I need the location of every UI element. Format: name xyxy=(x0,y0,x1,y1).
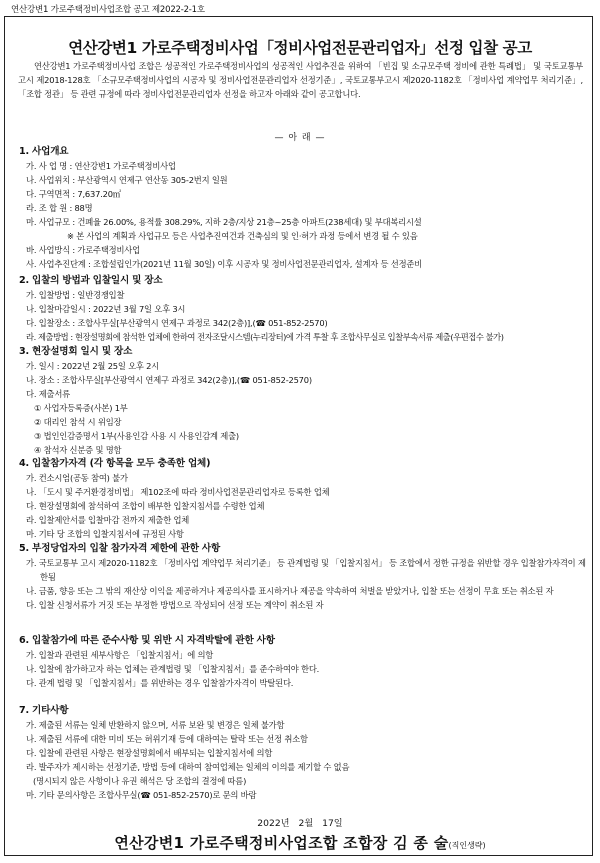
section-site-briefing xyxy=(19,345,586,457)
list-item: 가. 사 업 명 : 연산강변1 가로주택정비사업 xyxy=(26,161,176,171)
section-eligibility xyxy=(19,457,586,541)
list-item: 나. 금품, 향응 또는 그 밖의 재산상 이익을 제공하거나 제공의사를 표시하거나 제공을 약속하여 처벌을 받았거나, 입찰 또는 선정이 무효 또는 취소된 자 xyxy=(26,586,554,596)
list-item: 라. 입찰제안서를 입찰마감 전까지 제출한 업체 xyxy=(26,515,190,525)
list-item: 사. 사업추진단계 : 조합설립인가(2021년 11월 30일) 이후 시공자 및 정비사업전문관리업자, 설계자 등 선정준비 xyxy=(26,259,423,269)
notice-number: 연산강변1 가로주택정비사업조합 공고 제2022-2-1호 xyxy=(11,5,205,15)
list-item: 가. 컨소시엄(공동 참여) 불가 xyxy=(26,473,128,483)
section-title: 7. 기타사항 xyxy=(19,705,69,716)
section-title: 3. 현장설명회 일시 및 장소 xyxy=(19,346,133,357)
section-title: 6. 입찰참가에 따른 준수사항 및 위반 시 자격박탈에 관한 사항 xyxy=(19,635,275,646)
list-item: 마. 기타 문의사항은 조합사무실(☎ 051-852-2570)로 문의 바람 xyxy=(26,790,257,800)
list-item: 가. 입찰방법 : 일반경쟁입찰 xyxy=(26,290,125,300)
list-item: 다. 관계 법령 및 「입찰지침서」를 위반하는 경우 입찰참가자격이 박탈된다. xyxy=(26,678,294,688)
list-item: 나. 「도시 및 주거환경정비법」 제102조에 따라 정비사업전문관리업자로 등록한 업체 xyxy=(26,487,330,497)
section-title: 1. 사업개요 xyxy=(19,146,69,157)
document-title: 연산강변1 가로주택정비사업「정비사업전문관리업자」선정 입찰 공고 xyxy=(68,39,532,57)
list-item: 다. 현장설명회에 참석하여 조합이 배부한 입찰지침서를 수령한 업체 xyxy=(26,501,265,511)
list-item: 바. 사업방식 : 가로주택정비사업 xyxy=(26,245,140,255)
list-item: 라. 발주자가 제시하는 선정기준, 방법 등에 대하여 참여업체는 일체의 이의를 제기할 수 없음 xyxy=(26,762,350,772)
list-item: 다. 제출서류 xyxy=(26,389,70,399)
list-item: ③ 법인인감증명서 1부(사용인감 사용 시 사용인감계 제출) xyxy=(34,431,239,441)
list-item: ① 사업자등록증(사본) 1부 xyxy=(34,403,128,413)
list-item: 가. 국토교통부 고시 제2020-1182호 「정비사업 계약업무 처리기준」 등 관계법령 및 「입찰지침서」 등 조합에서 정한 규정을 위반할 경우 입찰참가자격이 제한됨 xyxy=(26,558,586,582)
section-bidding-method xyxy=(19,274,586,344)
intro-paragraph: 연산강변1 가로주택정비사업 조합은 성공적인 가로주택정비사업의 성공적인 사업추진을 위하여 「빈집 및 소규모주택 정비에 관한 특례법」 및 국토교통부고시 제2018-128호 「소규모주택정비사업의 시공자 및 정비사업전문관리업자 선정기준」, 국토교통부고시 제2020-1182호 「정비사업 계약업무 처리기준」, 「조합 정관」 등 관련 규정에 따라 정비사업전문관리업자 선정을 하고자 아래와 같이 공고합니다. xyxy=(18,61,583,99)
list-item: 가. 일시 : 2022년 2월 25일 오후 2시 xyxy=(26,361,160,371)
list-item: 다. 입찰에 관련된 사항은 현장설명회에서 배부되는 입찰지침서에 의함 xyxy=(26,748,273,758)
list-item: 나. 제출된 서류에 대한 미비 또는 허위기재 등에 대하여는 탈락 또는 선정 취소함 xyxy=(26,734,308,744)
section-title: 4. 입찰참가자격 (각 항목을 모두 충족한 업체) xyxy=(19,458,211,469)
list-item: ④ 참석자 신분증 및 명함 xyxy=(34,445,122,455)
announcement-date: 2022년 2월 17일 xyxy=(257,818,343,829)
list-item: 나. 입찰마감일시 : 2022년 3월 7일 오후 3시 xyxy=(26,304,186,314)
section-title: 2. 입찰의 방법과 입찰일시 및 장소 xyxy=(19,275,163,286)
signature-line xyxy=(0,832,600,853)
list-item: 나. 사업위치 : 부산광역시 연제구 연산동 305-2번지 일원 xyxy=(26,175,228,185)
list-item: 나. 장소 : 조합사무실[부산광역시 연제구 과정로 342(2층)],(☎ 051-852-2570) xyxy=(26,375,312,385)
list-item: 가. 제출된 서류는 일체 반환하지 않으며, 서류 보완 및 변경은 일체 불가함 xyxy=(26,720,285,730)
list-item: 라. 제출방법 : 현장설명회에 참석한 업체에 한하여 전자조달시스템(누리장터)에 가격 투찰 후 조합사무실로 입찰부속서류 제출(우편접수 불가) xyxy=(26,332,504,342)
list-item: 마. 사업규모 : 건폐율 26.00%, 용적률 308.29%, 지하 2층/지상 21층~25층 아파트(238세대) 및 부대복리시설 xyxy=(26,217,422,227)
list-item: 다. 구역면적 : 7,637.20㎡ xyxy=(26,189,121,199)
list-item: 라. 조 합 원 : 88명 xyxy=(26,203,93,213)
ah-rae-divider: — 아 래 — xyxy=(274,133,326,143)
list-item: 나. 입찰에 참가하고자 하는 업체는 관계법령 및 「입찰지침서」를 준수하여야 한다. xyxy=(26,664,320,674)
section-title: 5. 부정당업자의 입찰 참가자격 제한에 관한 사항 xyxy=(19,543,221,554)
list-item: ② 대리인 참석 시 위임장 xyxy=(34,417,122,427)
list-item: 마. 기타 당 조합의 입찰지침서에 규정된 사항 xyxy=(26,529,184,539)
signature-text: 연산강변1 가로주택정비사업조합 조합장 김 종 술 xyxy=(114,834,449,852)
section-compliance xyxy=(19,634,586,690)
section-restrictions xyxy=(19,542,586,612)
list-item: 다. 입찰장소 : 조합사무실[부산광역시 연제구 과정로 342(2층)],(☎ 051-852-2570) xyxy=(26,318,328,328)
list-item: 다. 입찰 신청서류가 거짓 또는 부정한 방법으로 작성되어 선정 또는 계약이 취소된 자 xyxy=(26,600,324,610)
list-note: ※ 본 사업의 계획과 사업규모 등은 사업추진여건과 건축심의 및 인·허가 과정 등에서 변경 될 수 있음 xyxy=(67,231,418,241)
section-overview xyxy=(19,145,586,271)
section-other xyxy=(19,704,586,802)
list-item: 가. 입찰과 관련된 세부사항은 「입찰지침서」에 의함 xyxy=(26,650,214,660)
list-item: (명시되지 않은 사항이나 유권 해석은 당 조합의 결정에 따름) xyxy=(33,776,247,786)
seal-omitted-note: (직인생략) xyxy=(448,841,486,850)
